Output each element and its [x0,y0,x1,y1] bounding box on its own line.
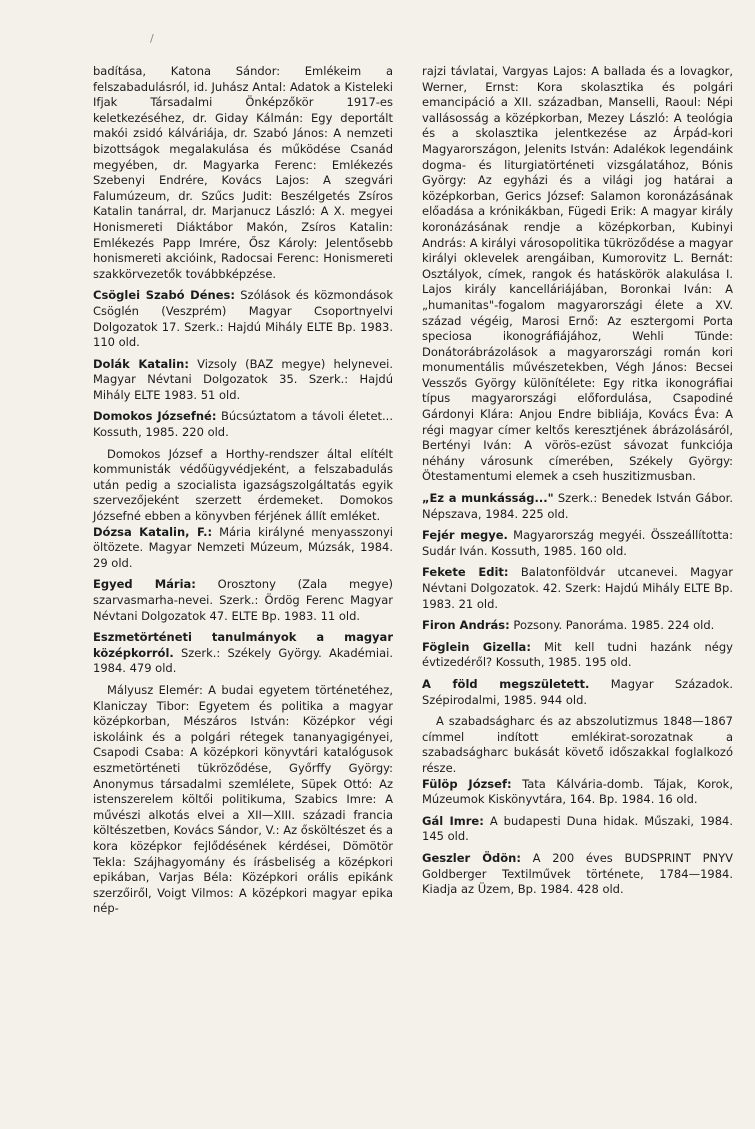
entry-text: Búcsúztatom a távoli életet... Kossuth, 1985. 220 old. [93,409,393,440]
entry-text: Vizsoly (BAZ megye) helynevei. Magyar Névtani Dolgozatok 35. Szerk.: Hajdú Mihály ELTE 1983. 51 old. [93,356,393,402]
entry-text: Tata Kálvária-domb. Tájak, Korok, Múzeumok Kiskönyvtára, 164. Bp. 1984. 16 old. [422,776,733,807]
bibliography-entry [93,357,393,404]
entry-heading: Domokos Józsefné: [93,409,217,424]
entry-heading: Geszler Ödön: [422,850,521,865]
entry-text: Magyar Századok. Szépirodalmi, 1985. 944 old. [422,676,733,707]
bibliography-entry [422,814,733,845]
bibliography-entry [93,577,393,624]
bibliography-entry [422,618,733,634]
entry-heading: Gál Imre: [422,813,484,828]
entry-text: A 200 éves BUDSPRINT PNYV Goldberger Textilművek története, 1784—1984. Kiadja az Üzem, Bp. 1984. 428 old. [422,850,733,897]
bibliography-entry [422,565,733,612]
bibliography-entry [93,630,393,677]
entry-text: A budapesti Duna hidak. Műszaki, 1984. 145 old. [422,813,733,844]
bibliography-entry [93,288,393,350]
entry-heading: Eszmetörténeti tanulmányok a magyar középkorról. [93,630,393,660]
entry-text: Szerk.: Benedek István Gábor. Népszava, 1984. 225 old. [422,491,733,521]
entry-heading: Csöglei Szabó Dénes: [93,288,235,303]
entry-heading: Föglein Gizella: [422,639,531,654]
entry-heading: Fejér megye. [422,528,508,543]
entry-text: Mária királyné menyasszonyi öltözete. Magyar Nemzeti Múzeum, Múzsák, 1984. 29 old. [93,524,393,570]
entry-text: Pozsony. Panoráma. 1985. 224 old. [509,618,715,633]
entry-heading: Dózsa Katalin, F.: [93,524,213,539]
bibliography-entry [93,64,393,282]
entry-text: Domokos József a Horthy-rendszer által elítélt kommunisták védőügyvédjeként, a felszabadulás után pedig a szocialista igazságszolgáltatás egyik szervezőjeként szerzett érdemeket. Domokos Józsefné ebben a könyvben férjének állít emléket. [93,446,393,524]
bibliography-entry [93,409,393,440]
bibliography-entry [422,64,733,485]
bibliography-entry [422,640,733,671]
entry-text: Szerk.: Székely György. Akadémiai. 1984. 479 old. [93,645,393,676]
bibliography-entry [422,491,733,522]
bibliography-entry [93,683,393,917]
bibliography-entry [422,714,733,776]
entry-heading: Dolák Katalin: [93,356,189,371]
scan-mark: / [150,32,154,45]
bibliography-entry [422,528,733,559]
entry-heading: Fekete Edit: [422,565,509,580]
right-column [422,64,733,904]
entry-text: Magyarország megyéi. Összeállította: Sudár Iván. Kossuth, 1985. 160 old. [422,528,733,558]
bibliography-entry [422,677,733,708]
entry-text: A szabadságharc és az abszolutizmus 1848—1867 címmel indított emlékirat-sorozatnak a szabadságharc bukását követő időszakkal foglalkozó része. [422,714,733,775]
entry-text: Mit kell tudni hazánk négy évtizedéről? Kossuth, 1985. 195 old. [422,639,733,670]
bibliography-entry [93,525,393,572]
entry-heading: Firon András: [422,618,510,633]
entry-text: Szólások és közmondások Csöglén (Veszprém) Magyar Csoportnyelvi Dolgozatok 17. Szerk.: Hajdú Mihály ELTE Bp. 1983. 110 old. [93,288,393,350]
bibliography-entry [422,777,733,808]
left-column [93,64,393,917]
entry-text: Mályusz Elemér: A budai egyetem történetéhez, Klaniczay Tibor: Egyetem és politika a magyar középkorban, Mészáros István: Középkor végi iskoláink és a polgári rétegek tananyagigényei, Csapodi Csaba: A középkori könyvtári katalógusok eszmetörténeti tükröződése, Győrffy György: Anonymus társadalmi szemlélete, Süpek Ottó: Az istenszerelem költői politikuma, Szabics Imre: A művészi alkotás elvei a XII—XIII. századi francia költészetben, Kovács Sándor, V.: Az ősköltészet és a kora középkor fejlődésének kérdései, Dömötör Tekla: Szájhagyomány és írásbeliség a középkori epikában, Varjas Béla: Középkori orális epikánk szerzőiről, Voigt Vilmos: A középkori magyar epika nép- [93,682,393,916]
entry-text: Balatonföldvár utcanevei. Magyar Névtani Dolgozatok. 42. Szerk: Hajdú Mihály ELTE Bp. 1983. 21 old. [422,565,733,611]
entry-heading: „Ez a munkásság..." [422,491,554,506]
entry-text: Orosztony (Zala megye) szarvasmarha-nevei. Szerk.: Ördög Ferenc Magyar Névtani Dolgozatok 47. ELTE Bp. 1983. 11 old. [93,577,394,623]
bibliography-entry [93,447,393,525]
bibliography-entry [422,851,733,898]
entry-heading: A föld megszületett. [422,676,590,691]
entry-text: badítása, Katona Sándor: Emlékeim a felszabadulásról, id. Juhász Antal: Adatok a Kisteleki Ifjak Társadalmi Önképzőkör 1917-es keletkezéséhez, dr. Giday Kálmán: Egy deportált makói zsidó kálváriája, dr. Szabó János: A nemzeti bizottságok megalakulása és működése Csanád megyében, dr. Magyarka Ferenc: Emlékezés Szebenyi Endrére, Kovács Lajos: A szegvári Falumúzeum, dr. Szűcs Judit: Beszélgetés Zsíros Katalin tanárral, dr. Marjanucz László: A X. megyei Honismereti Diáktábor Makón, Zsíros Katalin: Emlékezés Papp Imrére, Ősz Károly: Jelentősebb honismereti akcióink, Radocsai Ferenc: Honismereti szakkörvezetők továbbképzése. [93,64,393,281]
entry-text: rajzi távlatai, Vargyas Lajos: A ballada és a lovagkor, Werner, Ernst: Kora skolasztika és polgári emancipáció a XII. században, Manselli, Raoul: Népi vallásosság a középkorban, Mezey László: A teológia és a skolasztika jelentkezése az Árpád-kori Magyarországon, Jelenits István: Adalékok legendáink dogma- és liturgiatörténeti vizsgálatához, Bónis György: Az egyházi és a világi jog határai a középkorban, Gerics József: Salamon koronázásának előadása a krónikákban, Fügedi Erik: A magyar király koronázásának rendje a középkorban, Kubinyi András: A királyi városopolitika tükröződése a magyar királyi oklevelek arengáiban, Kumorovitz L. Bernát: Osztályok, címek, rangok és hatáskörök alakulása I. Lajos király kancelláriájában, Boronkai Iván: A „humanitas"-fogalom magyarországi élete a XV. század végéig, Marosi Ernő: Az esztergomi Porta speciosa ikonográfiájához, Wehli Tünde: Donátorábrázolások a magyarországi román kori monumentális művészetekben, Végh János: Becsei Vesszős György különítélete: Egy ritka ikonográfiai típus magyarországi előfordulása, Csapodiné Gárdonyi Klára: Anjou Endre bibliája, Kovács Éva: A régi magyar címer keltős keresztjének ábrázolásáról, Bertényi Iván: A vörös-ezüst sávozat funkciója néhány városunk címerében, Székely György: Ötestamentumi elemek a cseh huszitizmusban. [422,64,733,484]
entry-heading: Egyed Mária: [93,577,196,592]
entry-heading: Fülöp József: [422,776,512,791]
